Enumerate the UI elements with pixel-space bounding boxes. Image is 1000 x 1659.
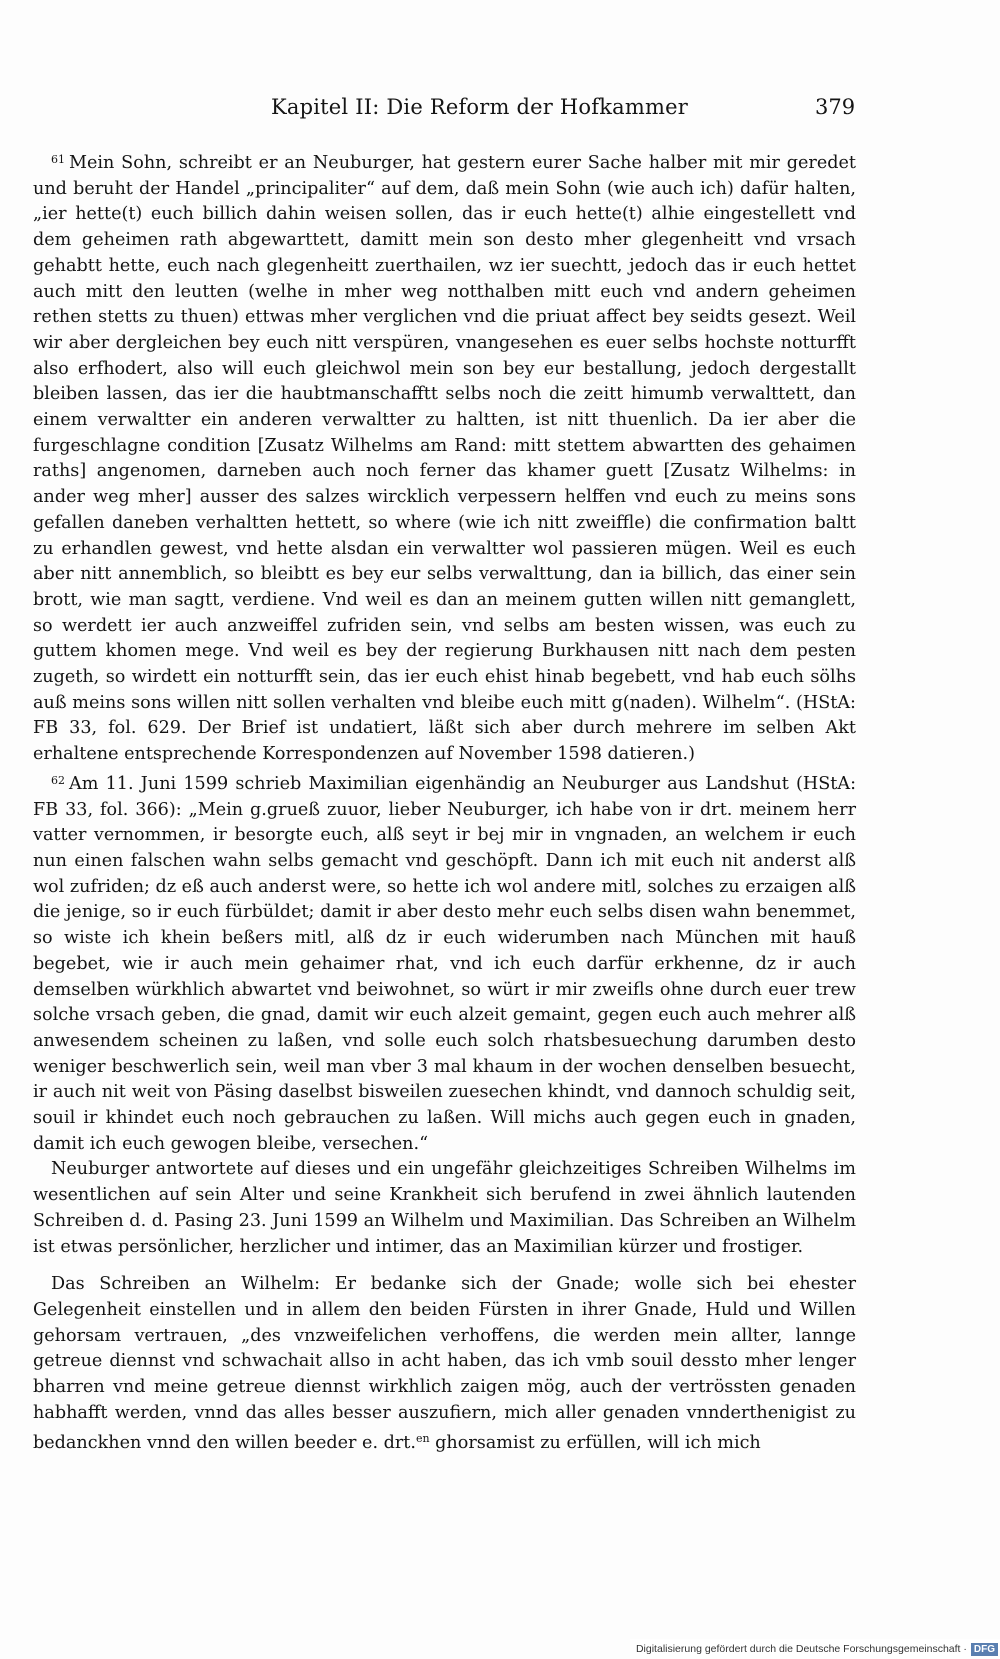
- superscript: en: [415, 1432, 430, 1446]
- digitization-footer: [630, 1639, 1000, 1659]
- footnote-marker: 61: [51, 153, 65, 166]
- footnote-62: [33, 768, 856, 1158]
- paragraph-text: Das Schreiben an Wilhelm: Er bedanke sich der Gnade; wolle sich bei ehester Gelegenheit einstellen und in allem den beiden Fürsten in ihrer Gnade, Huld und Willen gehorsam vertrauen, „des vnzweifelichen verhoffens, die werden mein allter, lannge getreue diennst vnd schwachait allso in acht haben, das ich vmb souil dessto mher lenger bharren vnd meine getreue diennst wirkhlich zaigen mög, auch der vertrössten genaden habhafft werden, vnnd das alles besser auszufiern, mich aller genaden vnnderthenigist zu bedanckhen vnnd den willen beeder e. drt.: [33, 1274, 856, 1454]
- footnote-61: [33, 147, 856, 768]
- running-head: Kapitel II: Die Reform der Hofkammer: [271, 95, 688, 119]
- footnote-body: [33, 147, 856, 1457]
- footnote-text: Am 11. Juni 1599 schrieb Maximilian eigenhändig an Neuburger aus Landshut (HStA: FB 33, fol. 366): „Mein g.grueß zuuor, lieber Neuburger, ich habe von ir drt. meinem herr vatter vernommen, ir besorgte euch, alß seyt ir bej mir in vngnaden, an welchem ir euch nun einen falschen wahn selbs gemacht vnd geschöpft. Dann ich mit euch nit anderst alß wol zufriden; dz eß auch anderst were, so hette ich wol andere mitl, solches zu erzaigen alß die jenige, so ir euch fürbüldet; damit ir aber desto mehr euch selbs disen wahn benemmet, so wiste ich khein beßers mitl, alß dz ir euch widerumben nach München mit hauß begebet, wie ir auch mein gehaimer rhat, vnd ich euch darfür erkhenne, dz ir auch demselben würkhlich abwartet vnd beiwohnet, so würt ir mir zweifls ohne durch euer trew solche vrsach geben, die gnad, damit wir euch alzeit gemaint, gegen euch auch mehrer alß anwesendem scheinen zu laßen, vnd solle euch solch rhatsbesuechung darumben desto weniger beschwerlich sein, weil man vber 3 mal khaum in der wochen denselben besuecht, ir auch nit weit von Päsing daselbst bisweilen zuesechen khindt, vnd dannoch schuldig seit, souil ir khindet euch noch gebrauchen zu laßen. Will michs auch gegen euch in gnaden, damit ich euch gewogen bleibe, versechen.“: [33, 773, 856, 1154]
- footnote-marker: 62: [51, 773, 65, 787]
- paragraph-text: Neuburger antwortete auf dieses und ein ungefähr gleichzeitiges Schreiben Wilhelms im wesentlichen auf sein Alter und seine Krankheit sich berufend in zwei ähnlich lautenden Schreiben d. d. Pasing 23. Juni 1599 an Wilhelm und Maximilian. Das Schreiben an Wilhelm ist etwas persönlicher, herzlicher und intimer, das an Maximilian kürzer und frostiger.: [33, 1159, 856, 1257]
- footnote-62-continuation: [33, 1157, 856, 1260]
- paragraph-wilhelm: [33, 1272, 856, 1457]
- paragraph-text: ghorsamist zu erfüllen, will ich mich: [429, 1433, 761, 1454]
- footer-credit: Digitalisierung gefördert durch die Deutsche Forschungsgemeinschaft ·: [635, 1643, 967, 1655]
- dfg-logo-icon: DFG: [971, 1643, 998, 1656]
- page-number: 379: [815, 95, 856, 119]
- footnote-text: Mein Sohn, schreibt er an Neuburger, hat gestern eurer Sache halber mit mir geredet und beruht der Handel „principaliter“ auf dem, daß mein Sohn (wie auch ich) dafür halten, „ier hette(t) euch billich dahin weisen sollen, das ir euch hette(t) alhie eingestellett vnd dem geheimen rath abgewarttett, damitt mein son desto mher glegenheitt vnd vrsach gehabtt hette, euch nach glegenheitt zuerthailen, wz ier suechtt, jedoch das ir euch hettet auch mitt den leutten (welhe in mher weg notthalben mitt euch vnd andern geheimen rethen stetts zu thuen) ettwas mher verglichen vnd die priuat affect bey seidts gesezt. Weil wir aber dergleichen bey euch nitt verspüren, vnangesehen es euer selbs hochste notturfft also erfhodert, also will euch gleichwol mein son bey eur bestallung, jedoch dergestallt bleiben lassen, das ier die haubtmanschafftt selbs noch die zeitt himumb verwalttett, dan einem verwaltter ein anderen verwaltter zu haltten, ist nitt thuenlich. Da ier aber die furgeschlagne condition [Zusatz Wilhelms am Rand: mitt stettem abwartten des gehaimen raths] angenomen, darneben auch noch ferner das khamer guett [Zusatz Wilhelms: in ander weg mher] ausser des salzes wircklich verpessern helffen vnd euch zu meins sons gefallen daneben verhaltten hettett, so where (wie ich nitt zweiffle) die confirmation baltt zu erhandlen gewest, vnd hette alsdan ein verwaltter wol passieren mügen. Weil es euch aber nitt annemblich, so bleibtt es bey eur selbs verwalttung, dan ia billich, das einer sein brott, wie man sagtt, verdiene. Vnd weil es dan an meinem gutten willen nitt gemanglett, so werdett ier auch anzweiffel zufriden sein, vnd selbs am besten wissen, was euch zu guttem khomen mege. Vnd weil es bey der regierung Burkhausen nitt nach dem pesten zugeth, so wirdett ein notturfft sein, das ier euch ehist hinab begebett, vnd hab euch sölhs auß meins sons willen nitt sollen verhalten vnd bleibe euch mitt g(naden). Wilhelm“. (HStA: FB 33, fol. 629. Der Brief ist undatiert, läßt sich aber durch mehrere im selben Akt erhaltene entsprechende Korrespondenzen auf November 1598 datieren.): [33, 153, 856, 765]
